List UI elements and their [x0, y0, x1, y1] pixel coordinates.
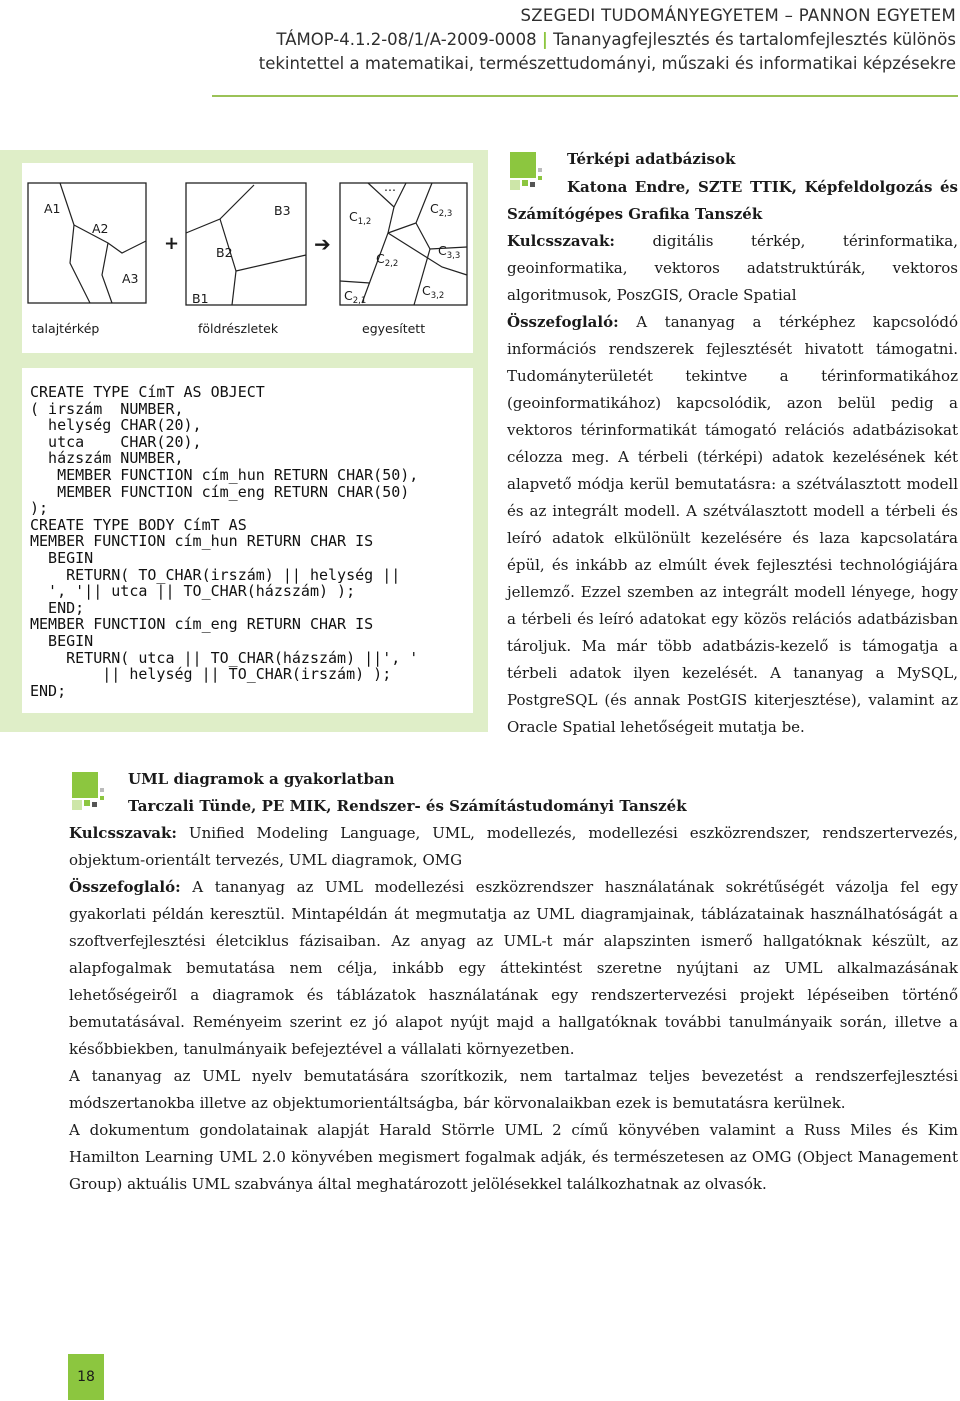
label-b1: B1 — [192, 291, 209, 306]
label-a3: A3 — [122, 271, 139, 286]
header-project-title: Tananyagfejlesztés és tartalomfejlesztés különös — [553, 30, 956, 49]
label-c33: $C_{3,3}$ — [438, 243, 461, 261]
code-line: ', '|| utca || TO_CHAR(házszám) ); — [30, 582, 356, 601]
article2-paragraph-3: A dokumentum gondolatainak alapját Harald Störrle UML 2 című könyvében valamint a Russ Miles és Kim Hamilton Learning UML 2.0 könyvében megismert fogalmak adják, és természetesen az OMG (Object Management Group) aktuális UML szabványa által meghatározott jelölésekkel találkozhatnak az olvasók. — [69, 1121, 958, 1193]
code-line: MEMBER FUNCTION cím_eng RETURN CHAR(50) — [30, 482, 410, 501]
code-line: MEMBER FUNCTION cím_eng RETURN CHAR IS — [30, 615, 374, 634]
code-line: END; — [30, 681, 67, 700]
code-line: BEGIN — [30, 631, 94, 650]
article2-summary: Összefoglaló: A tananyag az UML modellezési eszközrendszer használatának sokrétűségét vázolja fel egy gyakorlati példán keresztül. Mintapéldán át megmutatja az UML diagramjainak, táblázatainak használhatóságát a szoftverfejlesztési életciklus fázisaiban. Az anyag az UML-t már alapszinten ismerő hallgatóknak készült, az alapfogalmak bemutatása nem célja, inkább egy áttekintést szeretne nyújtani az UML alkalmazásának lehetőségeiről a diagramok és táblázatok használatának egy rendszertervezési projekt lépéseiben történő bemutatásával. Reményeim szerint ez jó alapot nyújt majd a hallgatóknak további tanulmányaik során, illetve a későbbiekben, tanulmányaik befejeztével a vállalati környezetben. — [69, 878, 958, 1058]
code-line: RETURN( TO_CHAR(irszám) || helység || — [30, 565, 401, 584]
code-line: || helység || TO_CHAR(irszám) ); — [30, 665, 392, 684]
code-line: helység CHAR(20), — [30, 416, 202, 435]
code-line: CREATE TYPE BODY CímT AS — [30, 515, 247, 534]
arrow-icon: ➔ — [314, 232, 331, 256]
header-project-code: TÁMOP-4.1.2-08/1/A-2009-0008 — [276, 30, 537, 49]
map-overlay-svg — [22, 163, 473, 353]
header-subtitle: tekintettel a matematikai, természettudományi, műszaki és informatikai képzésekre — [258, 54, 956, 73]
map-overlay-diagram — [22, 163, 473, 353]
article1-body — [507, 174, 958, 741]
code-line: MEMBER FUNCTION cím_hun RETURN CHAR(50), — [30, 465, 419, 484]
article2-paragraph-2: A tananyag az UML nyelv bemutatására szorítkozik, nem tartalmaz teljes bevezetést a rendszerfejlesztési módszertanokba illetve az objektumorientáltságba, bár körvonalaikban ezek is bemutatásra kerülnek. — [69, 1067, 958, 1112]
caption-egyesitett: egyesített — [362, 321, 426, 336]
code-line: utca CHAR(20), — [30, 432, 202, 451]
article1-authors: Katona Endre, SZTE TTIK, Képfeldolgozás és Számítógépes Grafika Tanszék — [507, 178, 958, 223]
code-line: ( irszám NUMBER, — [30, 399, 184, 418]
sql-code-block — [30, 384, 418, 699]
label-dots: ... — [384, 179, 396, 194]
label-c21: $C_{2,1}$ — [344, 288, 367, 306]
caption-talajterkep: talajtérkép — [32, 321, 100, 336]
article2-body — [69, 820, 958, 1198]
code-line: házszám NUMBER, — [30, 449, 184, 468]
label-c12: $C_{1,2}$ — [349, 209, 372, 227]
article1-summary: Összefoglaló: A tananyag a térképhez kapcsolódó információs rendszerek fejlesztését hivatott támogatni. Tudományterületét tekintve a térinformatikához (geoinformatikához) kapcsolódik, azon belül pedig a vektoros térinformatikát támogató relációs adatbázisokat célozza meg. A térbeli (térképi) adatok kezelésének két alapvető módja kerül bemutatásra: a szétválasztott modell és az integrált modell. A szétválasztott modell a térbeli és leíró adatok elkülönült kezelésére és laza kapcsolatára épül, és inkább az elmúlt évek fejlesztési technológiájára jellemző. Ezzel szemben az integrált modell lényege, hogy a térbeli és leíró adatokat egy közös relációs adatbázisban tároljuk. Ma már több adatbázis-kezelő is támogatja a térbeli adatok ilyen kezelését. A tananyag a MySQL, PostgreSQL (és annak PostGIS kiterjesztése), valamint az Oracle Spatial lehetőségeit mutatja be. — [507, 313, 958, 736]
page-header — [259, 4, 956, 76]
header-project — [259, 28, 956, 52]
article2-title: UML diagramok a gyakorlatban — [128, 770, 395, 788]
label-c23: $C_{2,3}$ — [430, 201, 453, 219]
code-line: END; — [30, 598, 85, 617]
article2-authors: Tarczali Tünde, PE MIK, Rendszer- és Számítástudományi Tanszék — [128, 797, 687, 815]
article2-keywords: Kulcsszavak: Unified Modeling Language, UML, modellezés, modellezési eszközrendszer, rendszertervezés, objektum-orientált tervezés, UML diagramok, OMG — [69, 824, 958, 869]
code-line: ); — [30, 499, 49, 518]
header-separator: | — [541, 30, 548, 49]
label-c22: $C_{2,2}$ — [376, 251, 399, 269]
label-a2: A2 — [92, 221, 109, 236]
article1-title: Térképi adatbázisok — [567, 150, 736, 168]
code-line: BEGIN — [30, 548, 94, 567]
article1-keywords: Kulcsszavak: digitális térkép, térinformatika, geoinformatika, vektoros adatstruktúrák, vektoros algoritmusok, PoszGIS, Oracle Spatial — [507, 232, 958, 304]
label-b3: B3 — [274, 203, 291, 218]
code-line: RETURN( utca || TO_CHAR(házszám) ||', ' — [30, 648, 419, 667]
section-marker-icon-2 — [70, 770, 110, 814]
code-line: CREATE TYPE CímT AS OBJECT — [30, 383, 265, 401]
label-b2: B2 — [216, 245, 233, 260]
label-c32: $C_{3,2}$ — [422, 283, 445, 301]
plus-sign: + — [164, 233, 180, 254]
code-line: MEMBER FUNCTION cím_hun RETURN CHAR IS — [30, 532, 374, 551]
caption-foldreszletek: földrészletek — [198, 321, 279, 336]
label-a1: A1 — [44, 201, 61, 216]
header-divider — [212, 95, 958, 97]
page-number: 18 — [68, 1354, 104, 1400]
header-university: SZEGEDI TUDOMÁNYEGYETEM – PANNON EGYETEM — [520, 6, 956, 25]
